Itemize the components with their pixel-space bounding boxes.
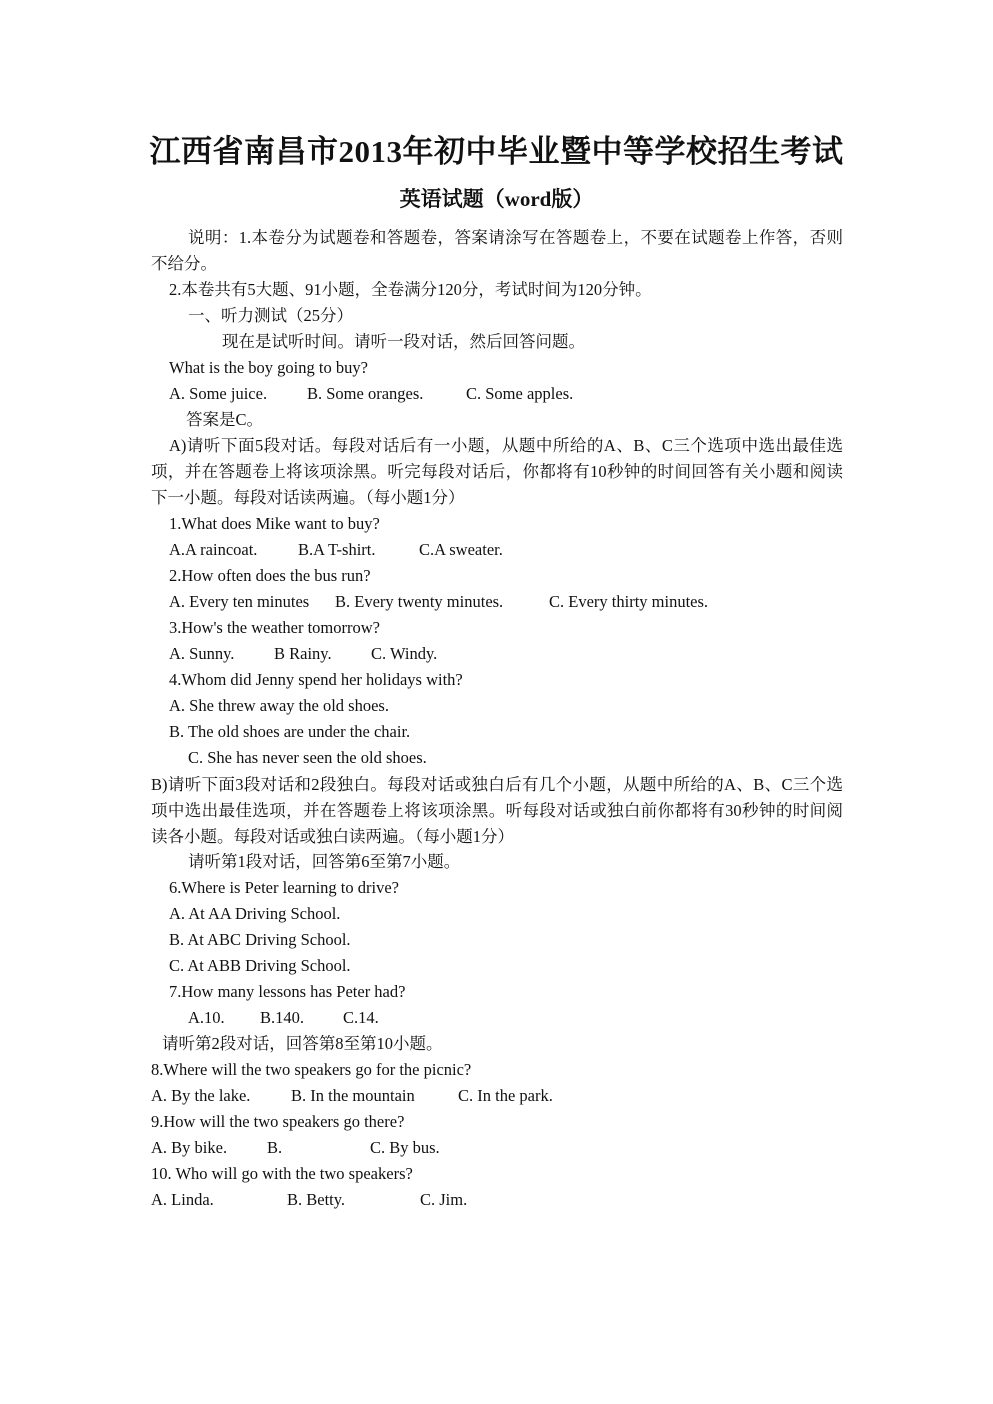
question-8-option-c: C. In the park. [458, 1086, 553, 1105]
question-7-option-b: B.140. [260, 1008, 305, 1027]
question-2-option-b: B. Every twenty minutes. [335, 592, 504, 611]
question-4-option-b: B. The old shoes are under the chair. [169, 722, 411, 741]
example-question: What is the boy going to buy? [169, 358, 368, 377]
question-2-option-c: C. Every thirty minutes. [549, 592, 709, 611]
question-1-option-c: C.A sweater. [419, 540, 503, 559]
question-10: 10. Who will go with the two speakers? [151, 1164, 413, 1183]
question-1-option-a: A.A raincoat. [169, 540, 258, 559]
question-8-option-a: A. By the lake. [151, 1086, 251, 1105]
question-3-option-c: C. Windy. [371, 644, 438, 663]
question-9-option-b: B. [267, 1138, 283, 1157]
page-title: 江西省南昌市2013年初中毕业暨中等学校招生考试 [149, 134, 844, 169]
dialog-2-intro: 请听第2段对话，回答第8至第10小题。 [162, 1034, 443, 1053]
question-2: 2.How often does the bus run? [169, 566, 371, 585]
question-4-option-a: A. She threw away the old shoes. [169, 696, 389, 715]
part1-heading: 一、听力测试（25分） [188, 306, 353, 325]
page-subtitle: 英语试题（word版） [399, 187, 594, 211]
example-option: B. Some oranges. [307, 384, 424, 403]
example-answer: 答案是C。 [186, 410, 264, 429]
dialog-1-intro: 请听第1段对话，回答第6至第7小题。 [188, 852, 461, 871]
question-1: 1.What does Mike want to buy? [169, 514, 380, 533]
question-3: 3.How's the weather tomorrow? [169, 618, 380, 637]
example-option: C. Some apples. [466, 384, 574, 403]
question-10-option-b: B. Betty. [287, 1190, 346, 1209]
question-10-option-a: A. Linda. [151, 1190, 214, 1209]
question-8-option-b: B. In the mountain [291, 1086, 415, 1105]
question-3-option-b: B Rainy. [274, 644, 332, 663]
question-7-option-c: C.14. [343, 1008, 379, 1027]
question-6-option-b: B. At ABC Driving School. [169, 930, 351, 949]
question-3-option-a: A. Sunny. [169, 644, 235, 663]
section-b-intro: B)请听下面3段对话和2段独白。每段对话或独白后有几个小题，从题中所给的A、B、C三个选项中选出最佳选项，并在答题卷上将该项涂黑。听每段对话或独白前你都将有30秒钟的时间阅读各小题。每段对话或独白读两遍。（每小题1分） [151, 775, 843, 846]
example-option: A. Some juice. [169, 384, 268, 403]
question-1-option-b: B.A T-shirt. [298, 540, 376, 559]
question-10-option-c: C. Jim. [420, 1190, 468, 1209]
question-8: 8.Where will the two speakers go for the picnic? [151, 1060, 472, 1079]
example-intro: 现在是试听时间。请听一段对话，然后回答问题。 [222, 332, 585, 351]
question-7-option-a: A.10. [188, 1008, 225, 1027]
question-2-option-a: A. Every ten minutes [169, 592, 310, 611]
instructions-paragraph-2: 2.本卷共有5大题、91小题，全卷满分120分，考试时间为120分钟。 [169, 280, 652, 299]
question-4-option-c: C. She has never seen the old shoes. [188, 748, 427, 767]
question-6: 6.Where is Peter learning to drive? [169, 878, 399, 897]
question-9: 9.How will the two speakers go there? [151, 1112, 405, 1131]
section-a-intro: A)请听下面5段对话。每段对话后有一小题，从题中所给的A、B、C三个选项中选出最佳选项，并在答题卷上将该项涂黑。听完每段对话后，你都将有10秒钟的时间回答有关小题和阅读下一小题。每段对话读两遍。（每小题1分） [151, 436, 843, 507]
question-9-option-a: A. By bike. [151, 1138, 228, 1157]
question-6-option-c: C. At ABB Driving School. [169, 956, 351, 975]
question-6-option-a: A. At AA Driving School. [169, 904, 341, 923]
instructions-paragraph-1: 说明：1.本卷分为试题卷和答题卷，答案请涂写在答题卷上，不要在试题卷上作答，否则不给分。 [151, 228, 843, 273]
question-4: 4.Whom did Jenny spend her holidays with? [169, 670, 463, 689]
question-7: 7.How many lessons has Peter had? [169, 982, 406, 1001]
question-9-option-c: C. By bus. [370, 1138, 440, 1157]
